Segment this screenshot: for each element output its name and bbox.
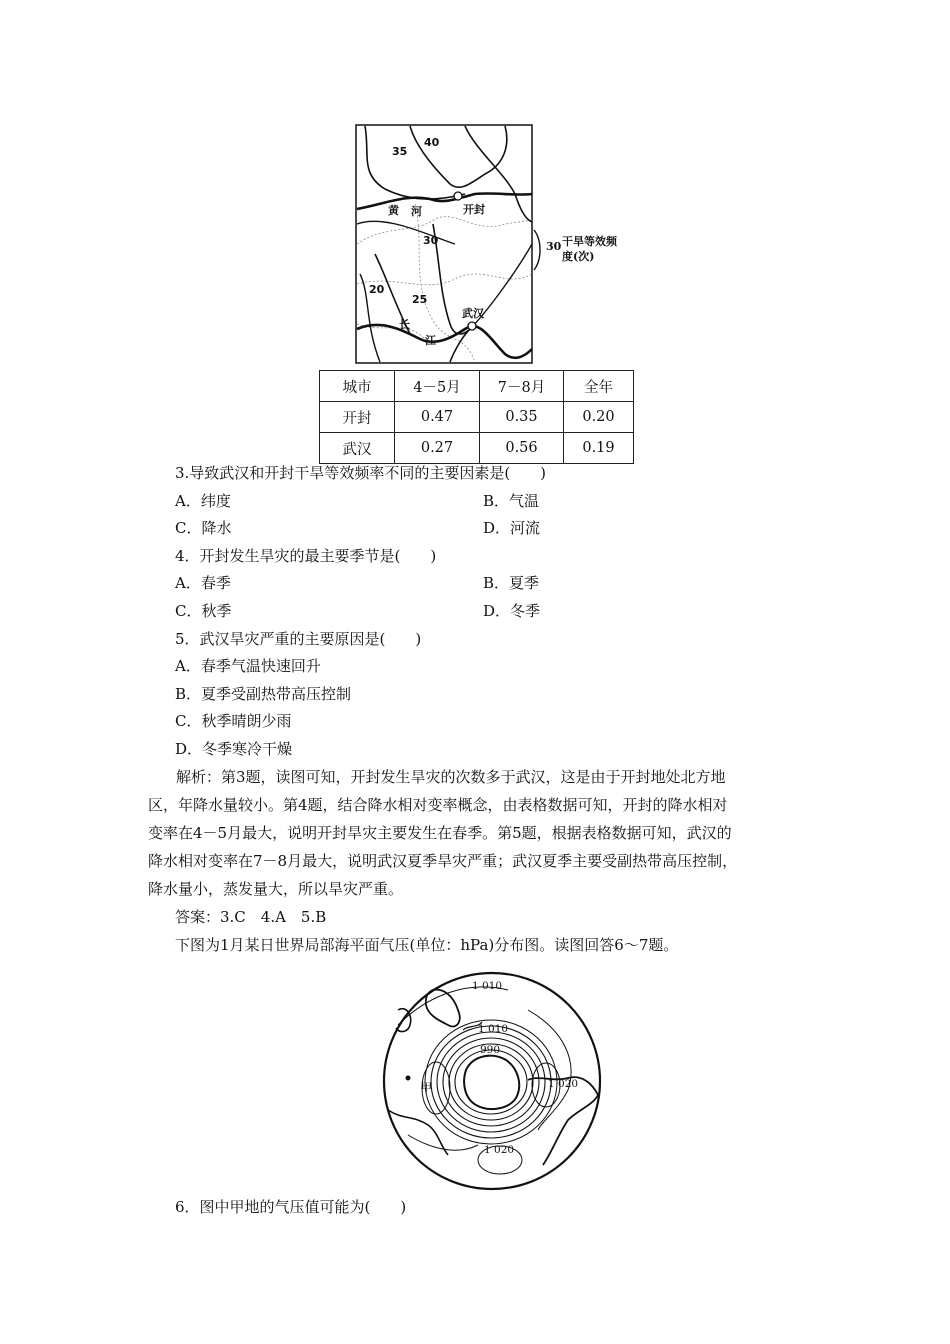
contour-label-40: 40 [424, 136, 440, 149]
table-cell: 开封 [320, 402, 395, 433]
table-cell: 0.27 [395, 433, 480, 464]
analysis-line: 降水相对变率在7－8月最大，说明武汉夏季旱灾严重；武汉夏季主要受副热带高压控制， [148, 852, 738, 870]
isobar-label-990: 990 [480, 1044, 501, 1056]
legend-text-line1: 干旱等效频 [562, 235, 617, 248]
contour-label-30: 30 [423, 234, 439, 247]
isobar-label-1010-top: 1 010 [472, 980, 503, 992]
isobar-label-1020-south: 1 020 [484, 1144, 515, 1156]
question-5-stem: 5．武汉旱灾严重的主要原因是( ) [175, 630, 422, 648]
table-cell: 武汉 [320, 433, 395, 464]
question-5-option-d: D．冬季寒冷干燥 [175, 740, 293, 758]
question-5-option-c: C．秋季晴朗少雨 [175, 712, 292, 730]
question-3-stem: 3.导致武汉和开封干旱等效频率不同的主要因素是( ) [175, 464, 547, 482]
city-label-kaifeng: 开封 [463, 203, 485, 216]
location-label-jia: 甲 [421, 1081, 432, 1094]
question-3-option-d: D．河流 [483, 519, 541, 537]
analysis-line: 变率在4－5月最大，说明开封旱灾主要发生在春季。第5题，根据表格数据可知，武汉的 [148, 824, 732, 842]
table-header-cell: 全年 [564, 371, 634, 402]
table-header-cell: 4－5月 [395, 371, 480, 402]
city-label-wuhan: 武汉 [462, 307, 484, 320]
table-cell: 0.19 [564, 433, 634, 464]
figure-intro: 下图为1月某日世界局部海平面气压(单位：hPa)分布图。读图回答6～7题。 [175, 936, 679, 954]
question-3-option-c: C．降水 [175, 519, 232, 537]
question-4-option-b: B．夏季 [483, 574, 540, 592]
contour-label-25: 25 [412, 293, 428, 306]
question-6-stem: 6．图中甲地的气压值可能为( ) [175, 1198, 407, 1216]
question-3-option-a: A．纬度 [175, 492, 231, 510]
table-header-cell: 7－8月 [480, 371, 564, 402]
question-4-stem: 4．开封发生旱灾的最主要季节是( ) [175, 547, 437, 565]
river-label-jiang: 江 [425, 334, 436, 347]
table-cell: 0.56 [480, 433, 564, 464]
precipitation-variability-table [319, 370, 634, 464]
answer-line: 答案：3.C 4.A 5.B [175, 908, 327, 926]
legend-text-line2: 度(次) [562, 250, 595, 263]
table-cell: 0.20 [564, 402, 634, 433]
table-header-cell: 城市 [320, 371, 395, 402]
analysis-paragraph [148, 763, 798, 903]
map-legend [532, 228, 642, 272]
question-5-option-a: A．春季气温快速回升 [175, 657, 321, 675]
question-5-option-b: B．夏季受副热带高压控制 [175, 685, 352, 703]
river-label-he: 河 [411, 205, 422, 218]
question-4-option-c: C．秋季 [175, 602, 232, 620]
river-label-chang: 长 [399, 318, 410, 331]
contour-label-20: 20 [369, 283, 385, 296]
drought-map [355, 124, 533, 364]
analysis-line: 解析：第3题，读图可知，开封发生旱灾的次数多于武汉，这是由于开封地处北方地 [176, 768, 726, 786]
question-3-option-b: B．气温 [483, 492, 540, 510]
table-row [320, 433, 634, 464]
table-header-row [320, 371, 634, 402]
legend-text [562, 234, 617, 264]
table-cell: 0.47 [395, 402, 480, 433]
isobar-label-1020-east: 1 020 [548, 1078, 579, 1090]
analysis-line: 降水量小，蒸发量大，所以旱灾严重。 [148, 880, 404, 898]
legend-line-icon [532, 228, 546, 272]
river-label-huang: 黄 [388, 204, 399, 217]
isobar-label-1010-inner: 1 010 [478, 1023, 509, 1035]
table-cell: 0.35 [480, 402, 564, 433]
legend-value: 30 [546, 240, 562, 253]
contour-label-35: 35 [392, 145, 408, 158]
analysis-line: 区，年降水量较小。第4题，结合降水相对变率概念，由表格数据可知，开封的降水相对 [148, 796, 728, 814]
question-4-option-a: A．春季 [175, 574, 231, 592]
question-4-option-d: D．冬季 [483, 602, 541, 620]
table-row [320, 402, 634, 433]
